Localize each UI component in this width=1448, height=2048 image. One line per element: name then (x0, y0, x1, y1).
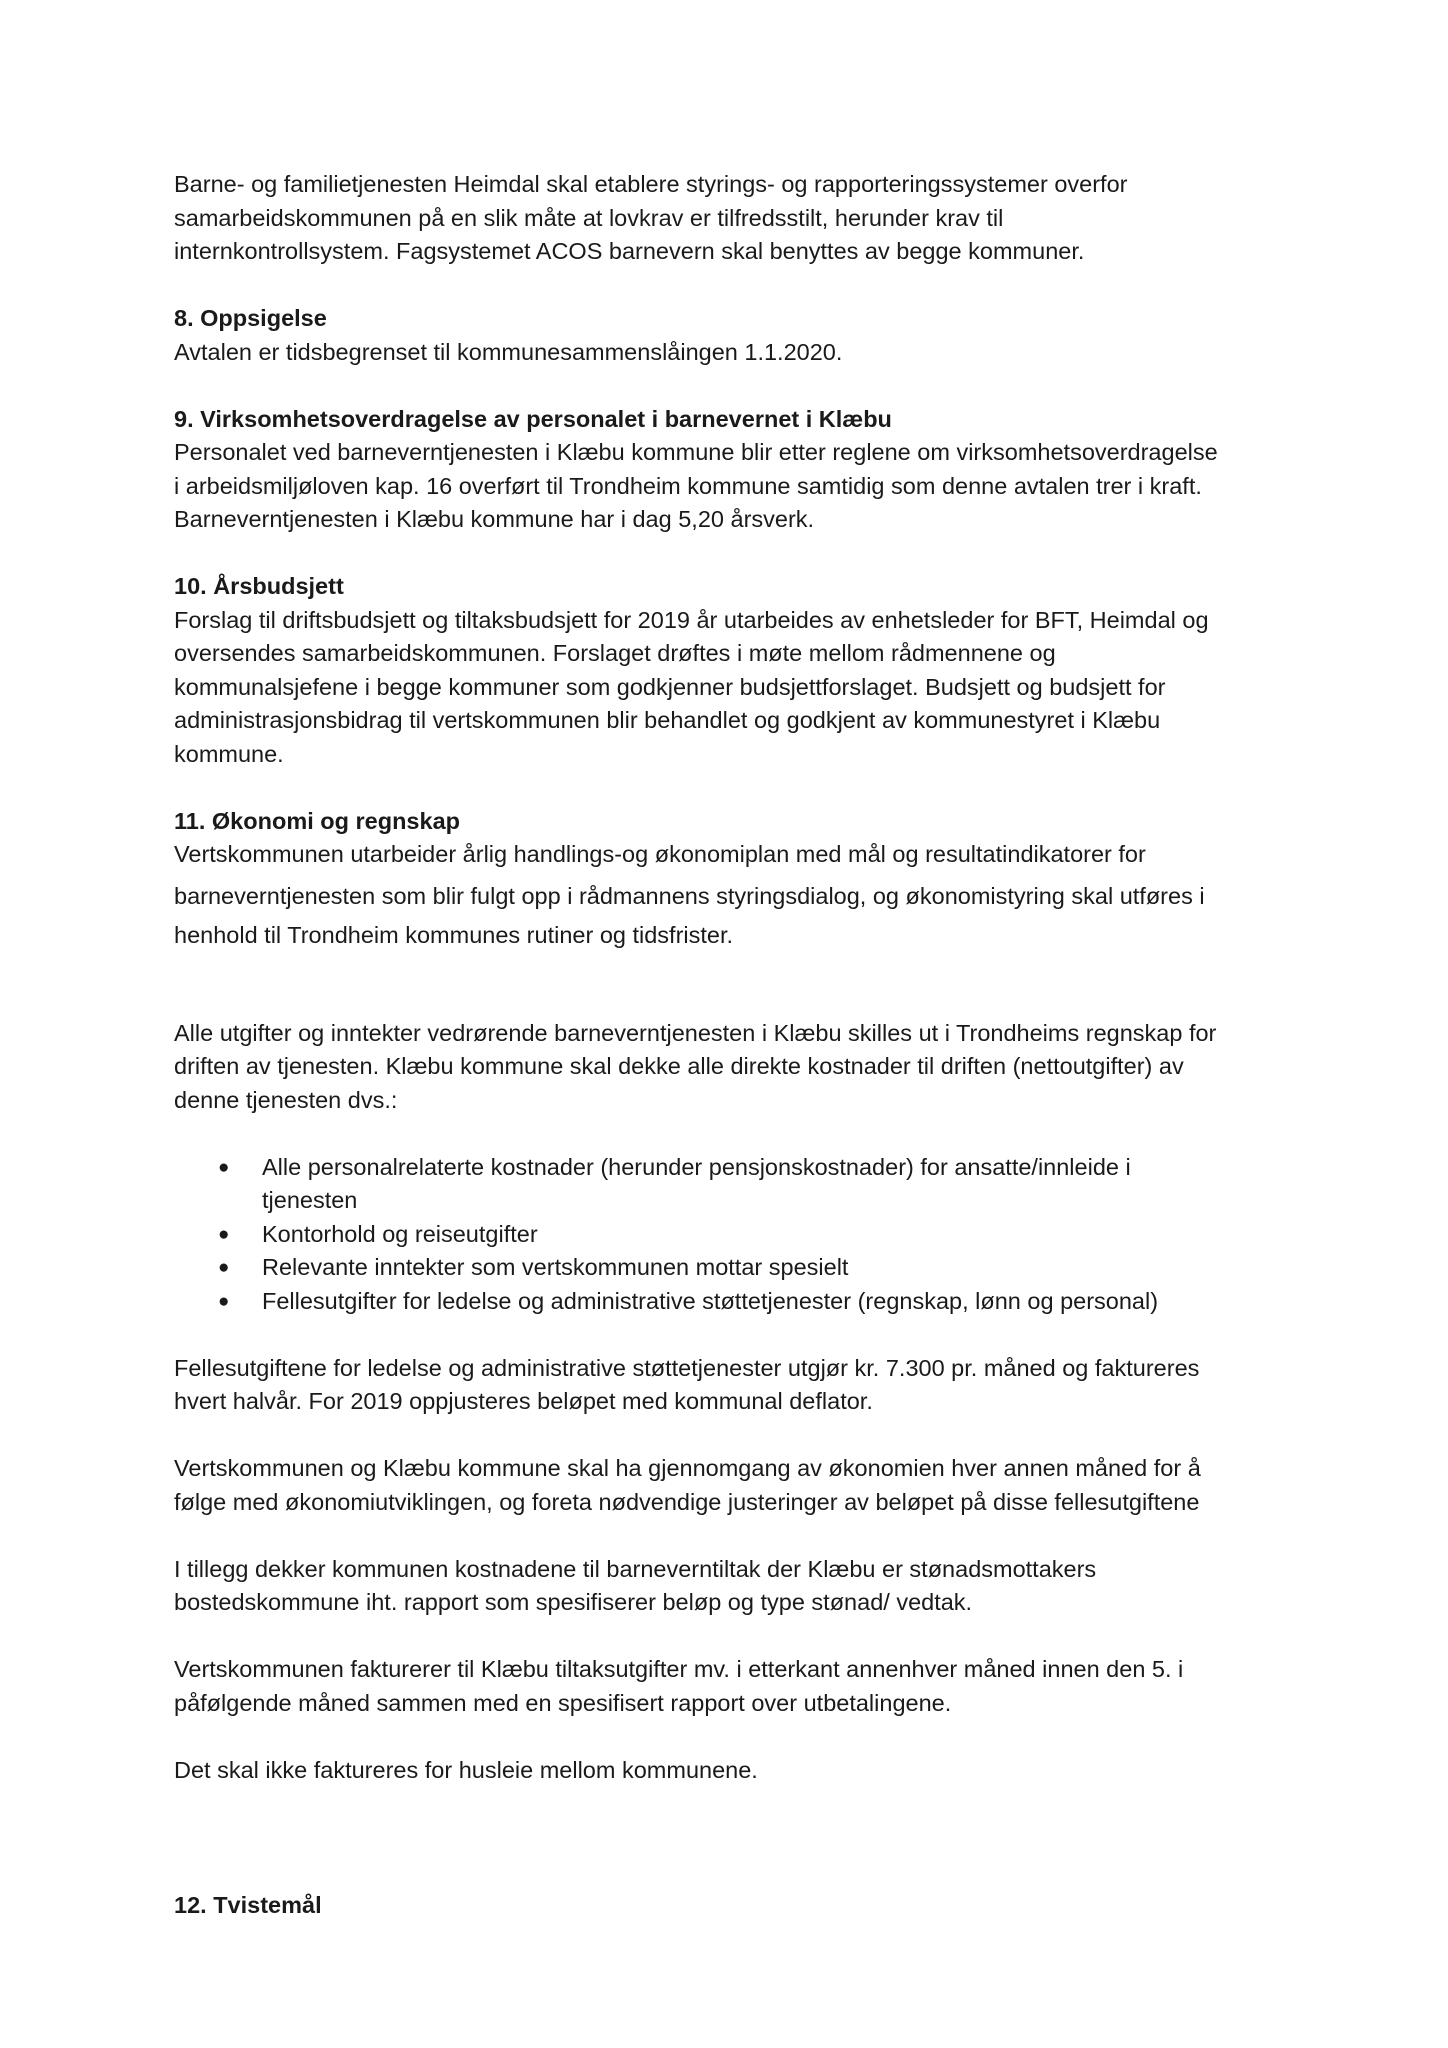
text-line: internkontrollsystem. Fagsystemet ACOS barnevern skal benyttes av begge kommuner. (174, 238, 1085, 264)
list-item (174, 1151, 1304, 1218)
text-line: Vertskommunen utarbeider årlig handlings-og økonomiplan med mål og resultatindikatorer for (174, 841, 1146, 867)
section-8 (174, 302, 1304, 369)
section-heading: 11. Økonomi og regnskap (174, 807, 460, 834)
section-11 (174, 805, 1304, 1788)
text-line: Alle personalrelaterte kostnader (herunder pensjonskostnader) for ansatte/innleide i (262, 1153, 1131, 1180)
section-9 (174, 403, 1304, 537)
text-line: følge med økonomiutviklingen, og foreta nødvendige justeringer av beløpet på disse fellesutgiftene (174, 1488, 1200, 1515)
text-line: bostedskommune iht. rapport som spesifiserer beløp og type stønad/ vedtak. (174, 1589, 973, 1615)
bullet-icon: ● (218, 1290, 230, 1312)
section-heading: 12. Tvistemål (174, 1892, 322, 1918)
text-line: kommune. (174, 740, 284, 767)
shared-costs-paragraph (174, 1352, 1304, 1419)
text-line: driften av tjenesten. Klæbu kommune skal dekke alle direkte kostnader til driften (nettoutgifter) av (174, 1053, 1184, 1079)
text-line: påfølgende måned sammen med en spesifisert rapport over utbetalingene. (174, 1689, 952, 1716)
section-heading: 8. Oppsigelse (174, 305, 327, 331)
text-line: denne tjenesten dvs.: (174, 1086, 398, 1113)
costs-paragraph (174, 1017, 1304, 1118)
text-line: kommunalsjefene i begge kommuner som godkjenner budsjettforslaget. Budsjett og budsjett for (174, 673, 1166, 700)
section-10 (174, 570, 1304, 771)
bullet-icon: ● (218, 1223, 230, 1245)
text-line: Avtalen er tidsbegrenset til kommunesammenslåingen 1.1.2020. (174, 338, 843, 365)
section-heading: 9. Virksomhetsoverdragelse av personalet i barnevernet i Klæbu (174, 405, 892, 432)
text-line: henhold til Trondheim kommunes rutiner og tidsfrister. (174, 921, 734, 948)
text-line: barneverntjenesten som blir fulgt opp i rådmannens styringsdialog, og økonomistyring skal utføres i (174, 882, 1205, 909)
text-line: Relevante inntekter som vertskommunen mottar spesielt (262, 1254, 849, 1280)
cost-list (174, 1151, 1304, 1319)
bullet-icon: ● (218, 1156, 230, 1178)
text-line: Alle utgifter og inntekter vedrørende barneverntjenesten i Klæbu skilles ut i Trondheims regnskap for (174, 1019, 1217, 1046)
review-paragraph (174, 1452, 1304, 1519)
section-heading: 10. Årsbudsjett (174, 573, 344, 599)
intro-paragraph (174, 168, 1304, 269)
text-line: oversendes samarbeidskommunen. Forslaget drøftes i møte mellom rådmennene og (174, 640, 1056, 666)
text-line: Vertskommunen fakturerer til Klæbu tiltaksutgifter mv. i etterkant annenhver måned innen den 5. i (174, 1656, 1184, 1682)
bullet-icon: ● (218, 1257, 230, 1278)
text-line: hvert halvår. For 2019 oppjusteres beløpet med kommunal deflator. (174, 1388, 873, 1414)
text-line: I tillegg dekker kommunen kostnadene til barneverntiltak der Klæbu er stønadsmottakers (174, 1555, 1097, 1582)
text-line: samarbeidskommunen på en slik måte at lovkrav er tilfredsstilt, herunder krav til (174, 204, 1004, 231)
text-line: tjenesten (262, 1187, 358, 1213)
invoicing-paragraph (174, 1653, 1304, 1720)
list-item (174, 1251, 1304, 1285)
text-line: Fellesutgiftene for ledelse og administrative støttetjenester utgjør kr. 7.300 pr. måned og faktureres (174, 1354, 1200, 1381)
list-item (174, 1218, 1304, 1252)
list-item (174, 1285, 1304, 1319)
text-line: Forslag til driftsbudsjett og tiltaksbudsjett for 2019 år utarbeides av enhetsleder for BFT, Heimdal og (174, 606, 1209, 633)
text-line: Barne- og familietjenesten Heimdal skal etablere styrings- og rapporteringssystemer overfor (174, 171, 1128, 197)
rent-paragraph (174, 1754, 1304, 1788)
text-line: Personalet ved barneverntjenesten i Klæbu kommune blir etter reglene om virksomhetsoverdragelse (174, 439, 1218, 465)
section-12 (174, 1889, 1304, 1923)
text-line: Barneverntjenesten i Klæbu kommune har i dag 5,20 årsverk. (174, 506, 815, 532)
text-line: Kontorhold og reiseutgifter (262, 1220, 538, 1247)
text-line: i arbeidsmiljøloven kap. 16 overført til Trondheim kommune samtidig som denne avtalen trer i kraft. (174, 472, 1202, 499)
text-line: Det skal ikke faktureres for husleie mellom kommunene. (174, 1756, 758, 1783)
document-page (174, 168, 1304, 1923)
measures-paragraph (174, 1553, 1304, 1620)
text-line: Vertskommunen og Klæbu kommune skal ha gjennomgang av økonomien hver annen måned for å (174, 1455, 1201, 1481)
text-line: Fellesutgifter for ledelse og administrative støttetjenester (regnskap, lønn og personal) (262, 1287, 1159, 1314)
text-line: administrasjonsbidrag til vertskommunen blir behandlet og godkjent av kommunestyret i Klæbu (174, 707, 1161, 733)
